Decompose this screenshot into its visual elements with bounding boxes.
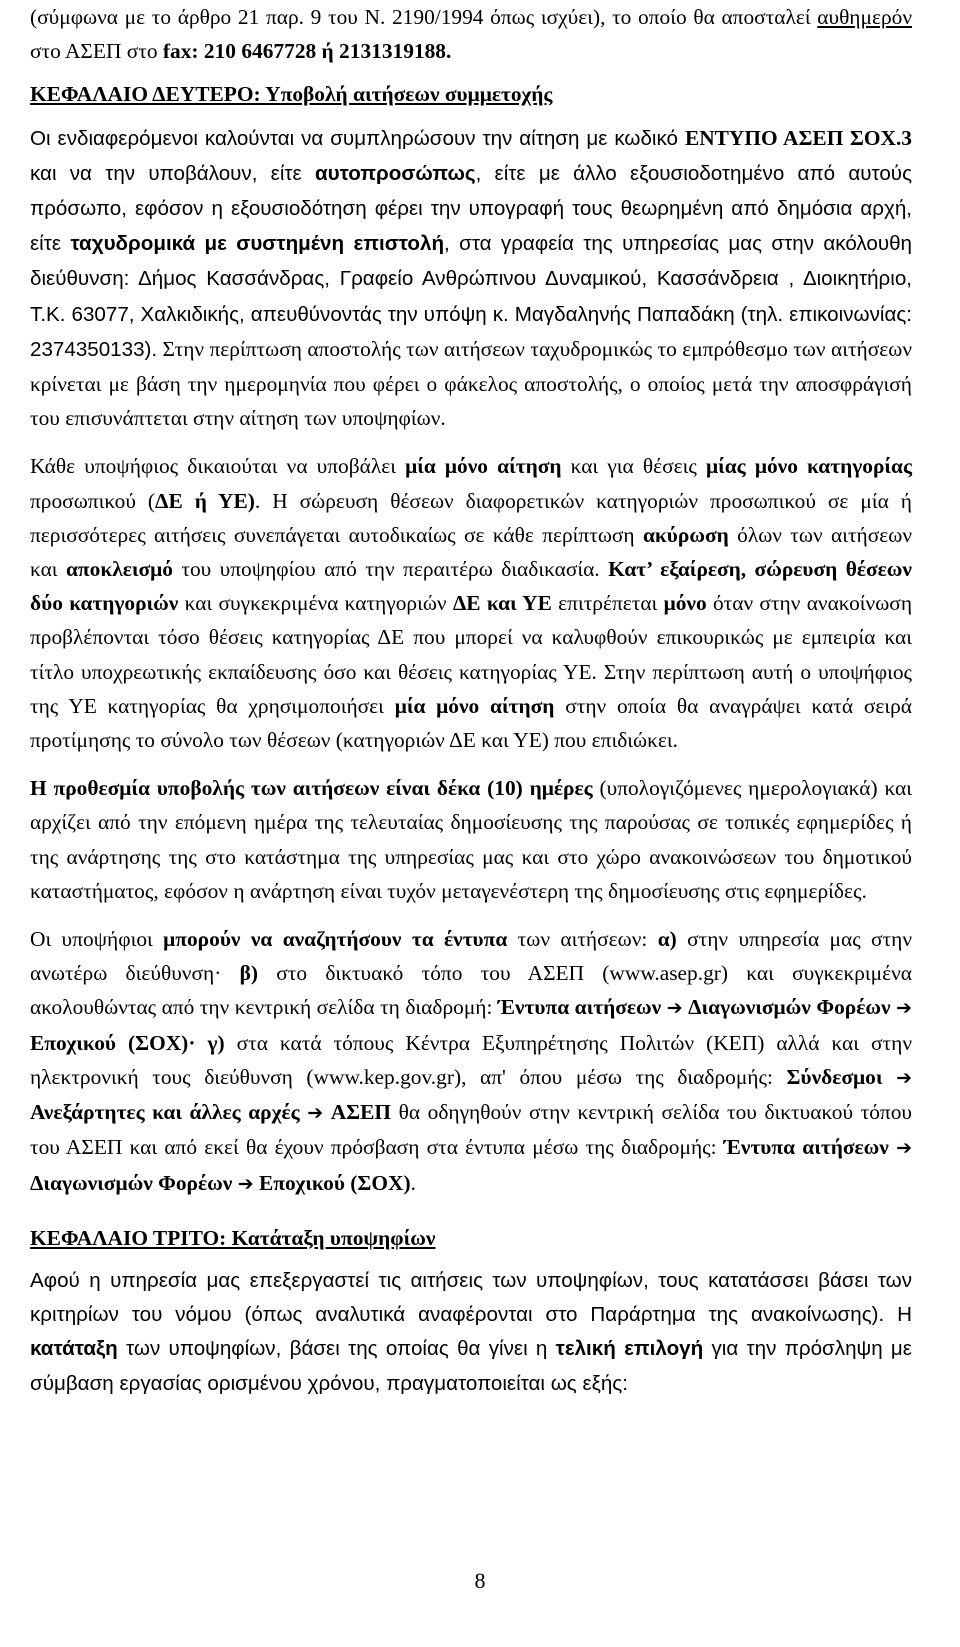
text-span: . [410, 1170, 416, 1195]
form-code: ΕΝΤΥΠΟ ΑΣΕΠ ΣΟΧ.3 [684, 125, 912, 150]
paragraph-ranking [30, 1264, 912, 1401]
path-step: Εποχικού (ΣΟΧ) [258, 1170, 411, 1195]
paragraph-single-application [30, 449, 912, 757]
path-step: Έντυπα αιτήσεων [497, 995, 662, 1020]
text-span: Στην περίπτωση αποστολής των αιτήσεων ταχυδρομικώς το εμπρόθεσμο των αιτήσεων κρίνεται με βάση την ημερομηνία που φέρει ο φάκελος αποστολής, ο οποίος μετά την αποσφράγισή του επισυνάπτεται στην αίτηση των υποψηφίων. [30, 336, 912, 431]
text-span: Κατ’ εξαίρεση, σώρευση θέσεων δύο κατηγοριών [30, 557, 912, 616]
deadline-text: Η προθεσμία υποβολής των αιτήσεων είναι δέκα (10) ημέρες [30, 776, 593, 801]
text-span: ακύρωση [642, 522, 729, 547]
text-span: α) [657, 927, 677, 952]
text-span: προσωπικού ( [30, 488, 156, 513]
text-span: στην οποία θα αναγράψει κατά σειρά προτίμησης το σύνολο των θέσεων (κατηγοριών ΔΕ και ΥΕ) που επιδιώκει. [30, 693, 912, 753]
text-span: όταν στην ανακοίνωση προβλέπονται τόσο θέσεις κατηγορίας ΔΕ που μπορεί να καλυφθούν επικουρικώς με εμπειρία και τίτλο υποχρεωτικής εκπαίδευσης όσο και θέσεις κατηγορίας ΥΕ. Στην περίπτωση αυτή ο υποψήφιος της ΥΕ κατηγορίας θα χρησιμοποιήσει [30, 591, 913, 718]
address-text: , στα γραφεία της υπηρεσίας μας στην ακόλουθη διεύθυνση: Δήμος Κασσάνδρας, Γραφείο Ανθρώπινου Δυναμικού, Κασσάνδρεια , Διοικητήριο, Τ.Κ. 63077, Χαλκιδικής, απευθύνοντάς την υπόψη κ. Μαγδαληνής Παπαδάκη (τηλ. επικοινωνίας: 2374350133). [30, 232, 912, 361]
fax-numbers: fax: 210 6467728 ή 2131319188. [162, 39, 452, 64]
text-span: μόνο [663, 591, 707, 616]
text-span: μία μόνο αίτηση [405, 454, 562, 479]
chapter-three-heading: ΚΕΦΑΛΑΙΟ ΤΡΙΤΟ: Κατάταξη υποψηφίων [30, 1225, 436, 1250]
text-span: (σύμφωνα με το άρθρο 21 παρ. 9 του Ν. 2190/1994 όπως ισχύει), το οποίο θα αποσταλεί [30, 5, 818, 29]
arrow-right-icon: ➔ [666, 997, 683, 1020]
text-span: στο ΑΣΕΠ στο [30, 39, 163, 64]
path-step: Διαγωνισμών Φορέων [688, 995, 891, 1020]
text-span: στο δικτυακό τόπο του ΑΣΕΠ (www.asep.gr) και συγκεκριμένα ακολουθώντας από την κεντρική σελίδα τη διαδρομή: [30, 961, 912, 1020]
text-span: μίας μόνο κατηγορίας [705, 454, 912, 479]
text-span: και συγκεκριμένα κατηγοριών [178, 591, 453, 616]
document-page [30, 0, 912, 1401]
paragraph-deadline [30, 771, 912, 908]
page-number: 8 [474, 1568, 486, 1593]
text-span: στην υπηρεσία μας στην ανωτέρω διεύθυνση· [30, 927, 913, 986]
arrow-right-icon: ➔ [896, 1066, 912, 1089]
path-step: Εποχικού (ΣΟΧ) [30, 1030, 189, 1055]
text-span: κατάταξη [30, 1337, 118, 1361]
text-span: β) [239, 961, 258, 986]
text-span: (υπολογιζόμενες ημερολογιακά) και αρχίζει από την επόμενη ημέρα της τελευταίας δημοσίευσης της παρούσας σε τοπικές εφημερίδες ή της ανάρτησης της στο κατάστημα της υπηρεσίας μας και στο χώρο ανακοινώσεων του δημοτικού καταστήματος, εφόσον η ανάρτηση είναι τυχόν μεταγενέστερη της δημοσίευσης στις εφημερίδες. [30, 776, 912, 903]
text-span: ταχυδρομικά με συστημένη επιστολή [70, 232, 445, 256]
text-span: · [188, 1030, 208, 1055]
text-span: για την πρόσληψη με σύμβαση εργασίας ορισμένου χρόνου, πραγματοποιείται ως εξής: [30, 1337, 912, 1395]
text-span: γ) [207, 1030, 225, 1055]
paragraph-continuation [30, 0, 912, 68]
text-span: και για θέσεις [561, 454, 706, 479]
arrow-right-icon: ➔ [896, 1137, 912, 1160]
text-span: των υποψηφίων, βάσει της οποίας θα γίνει η [117, 1337, 556, 1361]
text-span: ΔΕ ή ΥΕ) [155, 488, 255, 513]
path-step: Ανεξάρτητες και άλλες αρχές [30, 1100, 300, 1125]
text-span: Οι υποψήφιοι [30, 927, 164, 952]
chapter-two-heading: ΚΕΦΑΛΑΙΟ ΔΕΥΤΕΡΟ: Υποβολή αιτήσεων συμμετοχής [30, 82, 553, 107]
text-span: μία μόνο αίτηση [394, 693, 555, 718]
path-step: Σύνδεσμοι [786, 1064, 883, 1089]
text-span: θα οδηγηθούν στην κεντρική σελίδα του δικτυακού τόπου του ΑΣΕΠ και από εκεί θα έχουν πρόσβαση στα έντυπα μέσω της διαδρομής: [30, 1100, 912, 1160]
text-span: αυθημερόν [817, 5, 912, 29]
paragraph-submission [30, 121, 912, 436]
text-span: ΔΕ και ΥΕ [452, 591, 552, 616]
text-span: όλων των αιτήσεων και [30, 522, 912, 582]
path-step: Έντυπα αιτήσεων [723, 1135, 889, 1160]
text-span: Οι ενδιαφερόμενοι καλούνται να συμπληρώσουν την αίτηση με κωδικό [30, 126, 685, 150]
text-span: Αφού η υπηρεσία μας επεξεργαστεί τις αιτήσεις των υποψηφίων, τους κατατάσσει βάσει των κριτηρίων του νόμου (όπως αναλυτικά αναφέρονται στο Παράρτημα της ανακοίνωσης). Η [30, 1268, 912, 1327]
arrow-right-icon: ➔ [237, 1172, 254, 1195]
text-span: και να την υποβάλουν, είτε [30, 161, 315, 185]
text-span: αυτοπροσώπως [314, 161, 476, 185]
arrow-right-icon: ➔ [307, 1102, 324, 1125]
text-span: Κάθε υποψήφιος δικαιούται να υποβάλει [30, 454, 406, 479]
text-span: μπορούν να αναζητήσουν τα έντυπα [163, 927, 508, 952]
text-span: στα κατά τόπους Κέντρα Εξυπηρέτησης Πολιτών (ΚΕΠ) αλλά και στην ηλεκτρονική τους διεύθυνση (www.kep.gov.gr), απ' όπου μέσω της διαδρομής: [30, 1030, 913, 1089]
text-span: αποκλεισμό [65, 557, 173, 582]
text-span: , είτε με άλλο εξουσιοδοτημένο από αυτούς πρόσωπο, εφόσον η εξουσιοδότηση φέρει την υπογραφή τους θεωρημένη από δημόσια αρχή, είτε [30, 161, 912, 256]
path-step: Διαγωνισμών Φορέων [30, 1170, 233, 1195]
text-span: . Η σώρευση θέσεων διαφορετικών κατηγοριών προσωπικού σε μία ή περισσότερες αιτήσεις συνεπάγεται αυτοδικαίως σε κάθε περίπτωση [30, 488, 912, 547]
text-span: τελική επιλογή [555, 1337, 704, 1361]
text-span: του υποψηφίου από την περαιτέρω διαδικασία. [172, 557, 609, 582]
text-span: των αιτήσεων: [507, 927, 658, 952]
path-step: ΑΣΕΠ [330, 1100, 392, 1125]
arrow-right-icon: ➔ [896, 997, 912, 1020]
text-span: επιτρέπεται [551, 591, 664, 616]
paragraph-forms [30, 922, 912, 1201]
